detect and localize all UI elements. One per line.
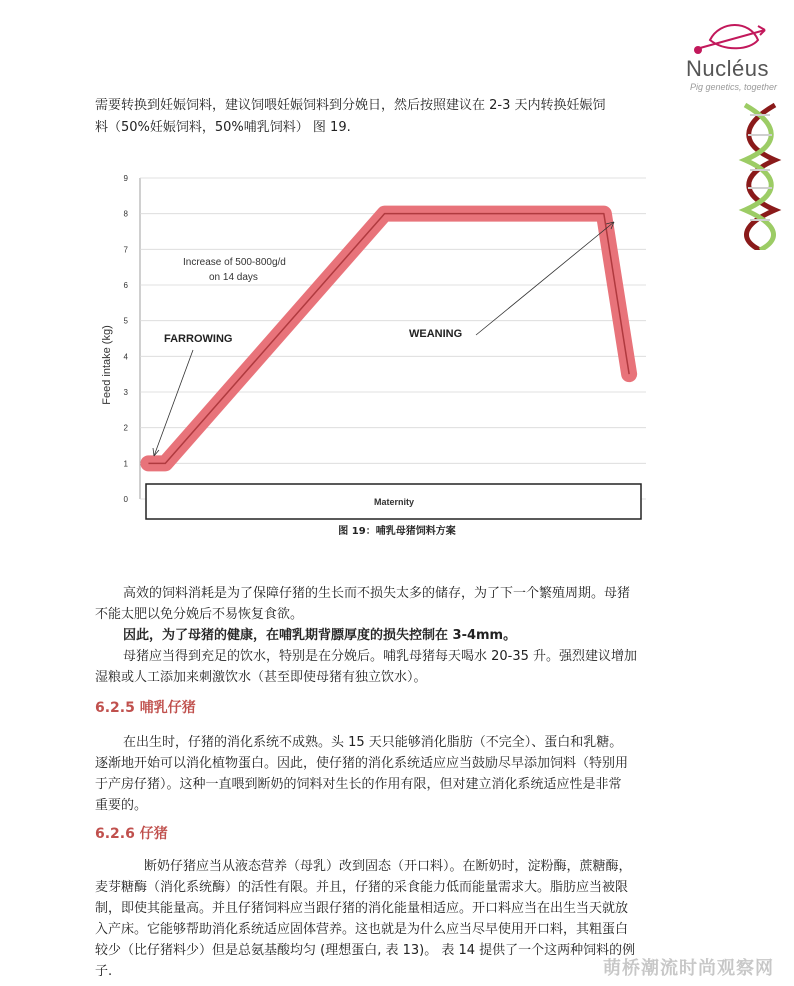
dna-helix-icon xyxy=(730,100,790,250)
farrowing-annotation: FARROWING xyxy=(164,333,233,345)
section-625-heading: 6.2.5 哺乳仔猪 xyxy=(95,700,196,716)
y-tick-label: 0 xyxy=(123,495,128,504)
y-tick-label: 4 xyxy=(123,352,128,362)
y-tick-label: 6 xyxy=(123,281,128,290)
section-626-line-6: 子. xyxy=(95,964,113,979)
y-tick-label: 8 xyxy=(123,209,128,219)
section-626-line-3: 制，即使其能量高。并且仔猪饲料应当跟仔猪的消化能量相适应。开口料应当在出生当天就放 xyxy=(95,901,629,916)
y-tick-label: 2 xyxy=(123,423,128,433)
section-625-line-3: 于产房仔猪）。这种一直喂到断奶的饲料对生长的作用有限，但对建立消化系统适应性是非常 xyxy=(95,777,622,792)
para1-line-5: 湿粮或人工添加来刺激饮水（甚至即使母猪有独立饮水）。 xyxy=(95,670,427,685)
section-625-line-1: 在出生时，仔猪的消化系统不成熟。头 15 天只能够消化脂肪（不完全）、蛋白和乳糖。 xyxy=(123,735,623,750)
section-626-line-5: 较少（比仔猪料少）但是总氨基酸均匀 (理想蛋白, 表 13)。 表 14 提供了一个这两种饲料的例 xyxy=(95,943,636,958)
y-tick-label: 7 xyxy=(123,245,128,255)
section-625-line-2: 逐渐地开始可以消化植物蛋白。因此，使仔猪的消化系统适应应当鼓励尽早添加饲料（特别用 xyxy=(95,756,629,771)
y-tick-label: 1 xyxy=(123,459,128,469)
section-625-line-4: 重要的。 xyxy=(95,798,148,813)
section-626-line-2: 麦芽糖酶（消化系统酶）的活性有限。并且，仔猪的采食能力低而能量需求大。脂肪应当被限 xyxy=(95,880,629,895)
para1-line-1: 高效的饲料消耗是为了保障仔猪的生长而不损失太多的储存，为了下一个繁殖周期。母猪 xyxy=(123,586,631,601)
intro-line-2: 料（50%妊娠饲料，50%哺乳饲料） 图 19. xyxy=(95,120,351,135)
logo-brand: Nucléus xyxy=(686,56,769,81)
y-tick-label: 3 xyxy=(123,388,128,397)
para1-line-4: 母猪应当得到充足的饮水，特别是在分娩后。哺乳母猪每天喝水 20-35 升。强烈建议增加 xyxy=(123,649,638,664)
figure-caption: 图 19：哺乳母猪饲料方案 xyxy=(338,526,456,537)
weaning-arrow xyxy=(476,222,614,335)
y-tick-label: 5 xyxy=(123,316,128,326)
y-axis-label: Feed intake (kg) xyxy=(101,325,113,405)
section-626-heading: 6.2.6 仔猪 xyxy=(95,826,168,842)
feed-intake-chart xyxy=(98,170,658,545)
watermark: 萌桥潮流时尚观察网 xyxy=(603,958,774,979)
y-tick-label: 9 xyxy=(123,174,128,183)
increase-annotation-line-1: Increase of 500-800g/d xyxy=(183,257,286,268)
logo-tagline: Pig genetics, together xyxy=(690,82,778,92)
section-626-line-4: 入产床。它能够帮助消化系统适应固体营养。这也就是为什么应当尽早使用开口料，其粗蛋白 xyxy=(95,922,629,937)
weaning-annotation: WEANING xyxy=(409,328,463,340)
para1-line-2: 不能太肥以免分娩后不易恢复食欲。 xyxy=(95,607,304,622)
intro-line-1: 需要转换到妊娠饲料，建议饲喂妊娠饲料到分娩日，然后按照建议在 2-3 天内转换妊娠饲 xyxy=(95,98,606,113)
increase-annotation-line-2: on 14 days xyxy=(209,272,258,283)
section-626-line-1: 断奶仔猪应当从液态营养（母乳）改到固态（开口料）。在断奶时，淀粉酶，蔗糖酶， xyxy=(144,859,632,874)
maternity-label: Maternity xyxy=(373,497,415,507)
para1-bold: 因此，为了母猪的健康，在哺乳期背膘厚度的损失控制在 3-4mm。 xyxy=(123,628,517,643)
